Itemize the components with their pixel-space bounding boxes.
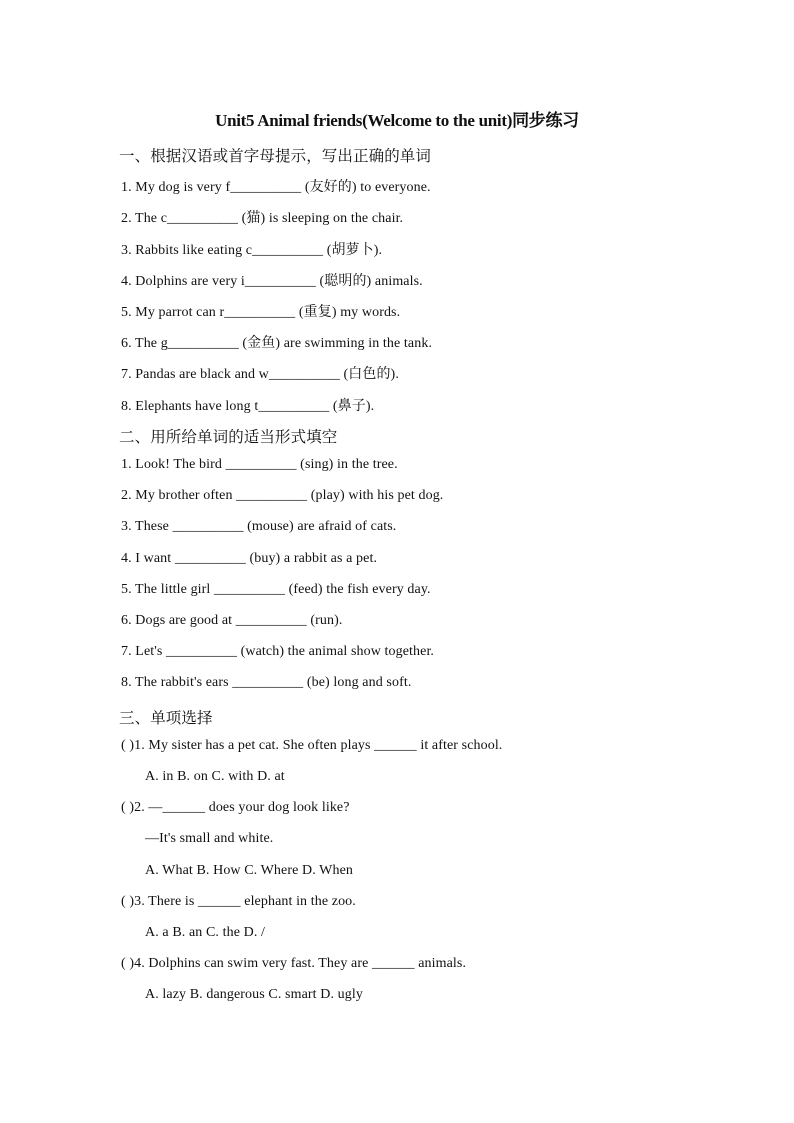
question-4: ( )4. Dolphins can swim very fast. They are ______ animals. (121, 956, 467, 971)
section-3-heading: 三、单项选择 (119, 710, 213, 727)
section-1-item: 6. The g__________ (金鱼) are swimming in the tank. (121, 336, 433, 351)
question-3-options: A. a B. an C. the D. / (145, 925, 266, 940)
section-1-item: 1. My dog is very f__________ (友好的) to everyone. (121, 180, 431, 195)
section-2-item: 4. I want __________ (buy) a rabbit as a pet. (121, 551, 378, 566)
section-2-item: 1. Look! The bird __________ (sing) in the tree. (121, 457, 398, 472)
section-2-item: 6. Dogs are good at __________ (run). (121, 613, 343, 628)
question-1-options: A. in B. on C. with D. at (145, 769, 285, 784)
question-2: ( )2. —______ does your dog look like? (121, 800, 350, 815)
section-1-heading: 一、根据汉语或首字母提示，写出正确的单词 (119, 148, 432, 165)
page-title: Unit5 Animal friends(Welcome to the unit)同步练习 (215, 111, 579, 130)
question-2-options: A. What B. How C. Where D. When (145, 863, 354, 878)
question-1: ( )1. My sister has a pet cat. She often plays ______ it after school. (121, 738, 503, 753)
question-2-continuation: —It's small and white. (145, 831, 274, 846)
section-2-item: 3. These __________ (mouse) are afraid of cats. (121, 519, 397, 534)
section-2-item: 8. The rabbit's ears __________ (be) long and soft. (121, 675, 412, 690)
question-4-options: A. lazy B. dangerous C. smart D. ugly (145, 987, 363, 1002)
section-1-item: 5. My parrot can r__________ (重复) my words. (121, 305, 401, 320)
question-3: ( )3. There is ______ elephant in the zoo. (121, 894, 356, 909)
section-1-item: 2. The c__________ (猫) is sleeping on the chair. (121, 211, 404, 226)
section-2-item: 7. Let's __________ (watch) the animal show together. (121, 644, 435, 659)
section-2-heading: 二、用所给单词的适当形式填空 (119, 429, 338, 446)
section-1-item: 8. Elephants have long t__________ (鼻子). (121, 399, 375, 414)
section-1-item: 3. Rabbits like eating c__________ (胡萝卜). (121, 243, 383, 258)
section-1-item: 4. Dolphins are very i__________ (聪明的) animals. (121, 274, 423, 289)
section-1-item: 7. Pandas are black and w__________ (白色的). (121, 367, 399, 382)
section-2-item: 5. The little girl __________ (feed) the fish every day. (121, 582, 431, 597)
section-2-item: 2. My brother often __________ (play) with his pet dog. (121, 488, 444, 503)
